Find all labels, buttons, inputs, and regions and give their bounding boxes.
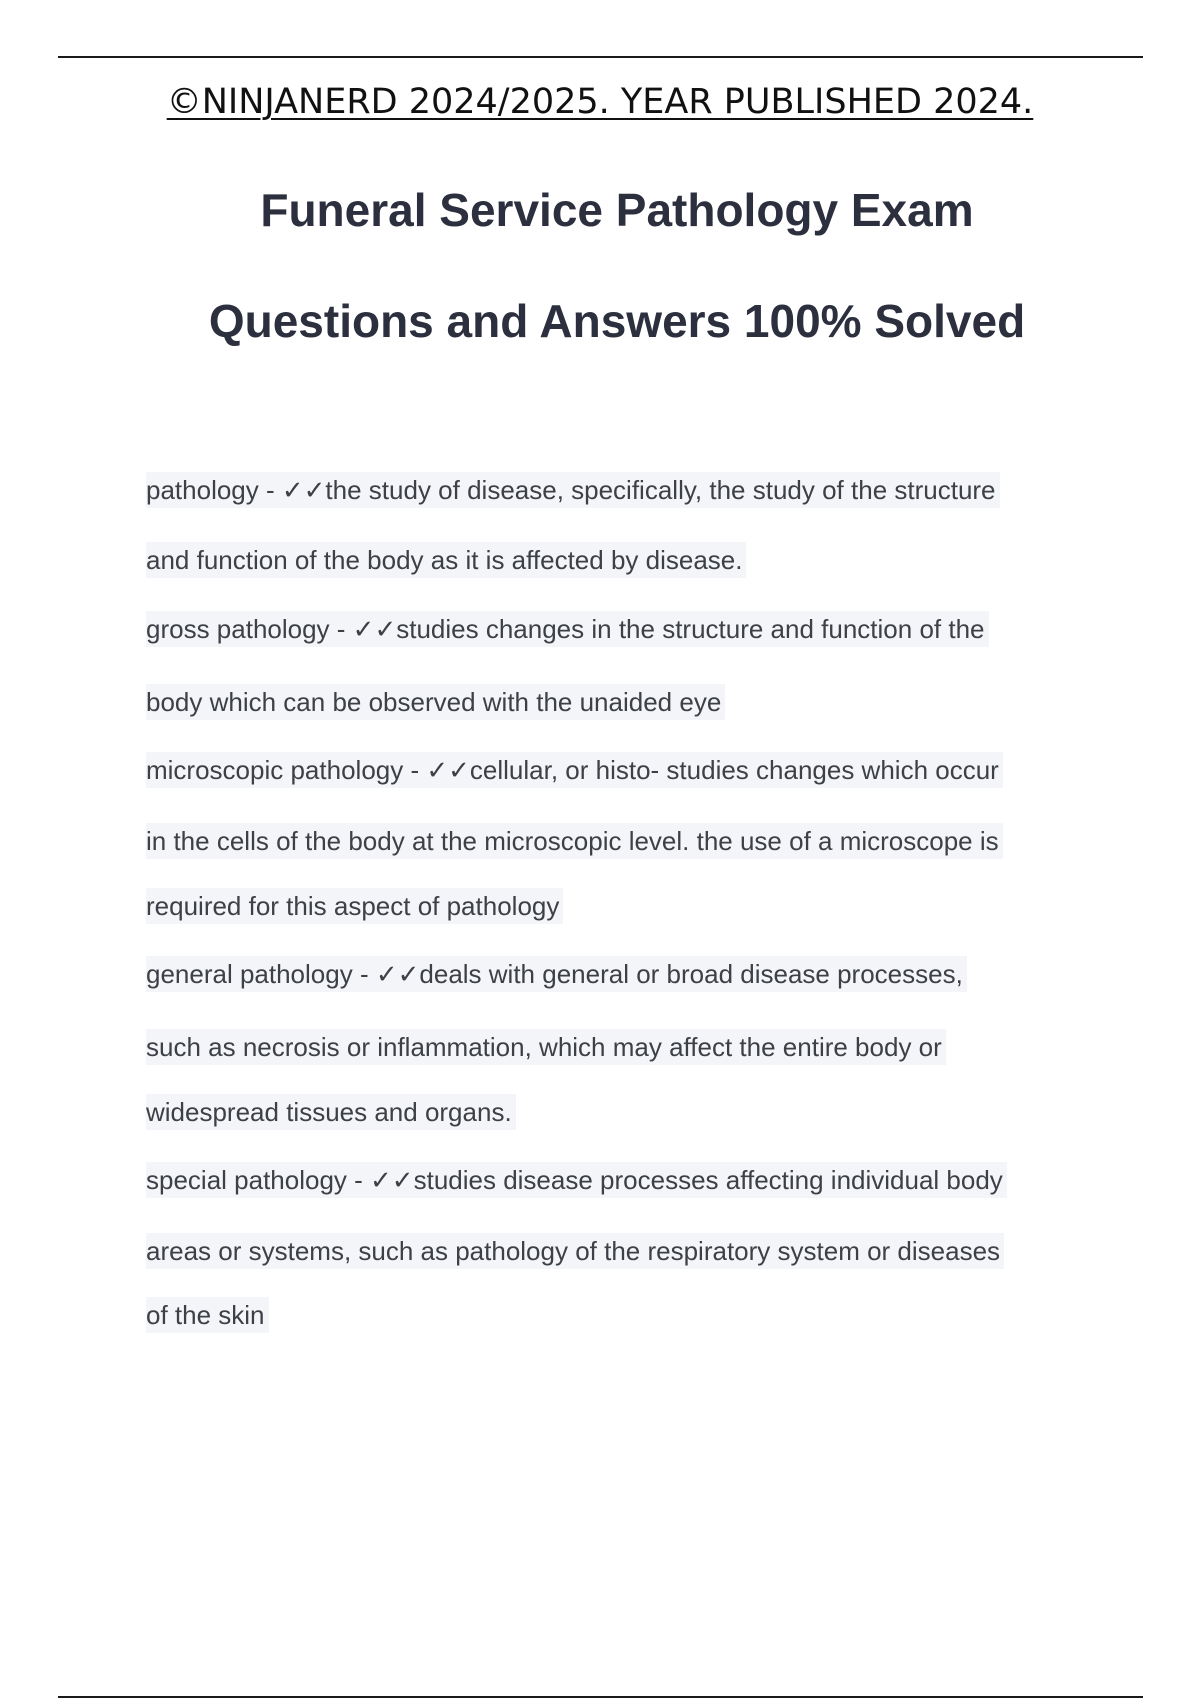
qa-line-microscopic-pathology-2: in the cells of the body at the microscopic level. the use of a microscope is xyxy=(146,823,1003,859)
qa-line-microscopic-pathology-3: required for this aspect of pathology xyxy=(146,888,563,924)
document-title-line-2: Questions and Answers 100% Solved xyxy=(208,295,1026,347)
copyright-header xyxy=(0,78,1200,126)
document-title-line-1: Funeral Service Pathology Exam xyxy=(260,184,974,236)
qa-line-pathology-2: and function of the body as it is affected by disease. xyxy=(146,542,746,578)
qa-line-general-pathology-2: such as necrosis or inflammation, which may affect the entire body or xyxy=(146,1029,946,1065)
qa-line-gross-pathology-1: gross pathology - ✓✓studies changes in the structure and function of the xyxy=(146,611,989,647)
qa-line-special-pathology-1: special pathology - ✓✓studies disease processes affecting individual body xyxy=(146,1162,1007,1198)
qa-line-microscopic-pathology-1: microscopic pathology - ✓✓cellular, or histo- studies changes which occur xyxy=(146,752,1003,788)
qa-line-special-pathology-3: of the skin xyxy=(146,1297,269,1333)
copyright-text: ©NINJANERD 2024/2025. YEAR PUBLISHED 2024. xyxy=(166,82,1034,122)
qa-line-gross-pathology-2: body which can be observed with the unaided eye xyxy=(146,684,725,720)
bottom-rule xyxy=(58,1696,1143,1698)
qa-line-pathology-1: pathology - ✓✓the study of disease, specifically, the study of the structure xyxy=(146,472,1000,508)
qa-line-general-pathology-3: widespread tissues and organs. xyxy=(146,1094,516,1130)
qa-line-general-pathology-1: general pathology - ✓✓deals with general or broad disease processes, xyxy=(146,956,967,992)
top-rule xyxy=(58,56,1143,58)
qa-line-special-pathology-2: areas or systems, such as pathology of the respiratory system or diseases xyxy=(146,1233,1004,1269)
